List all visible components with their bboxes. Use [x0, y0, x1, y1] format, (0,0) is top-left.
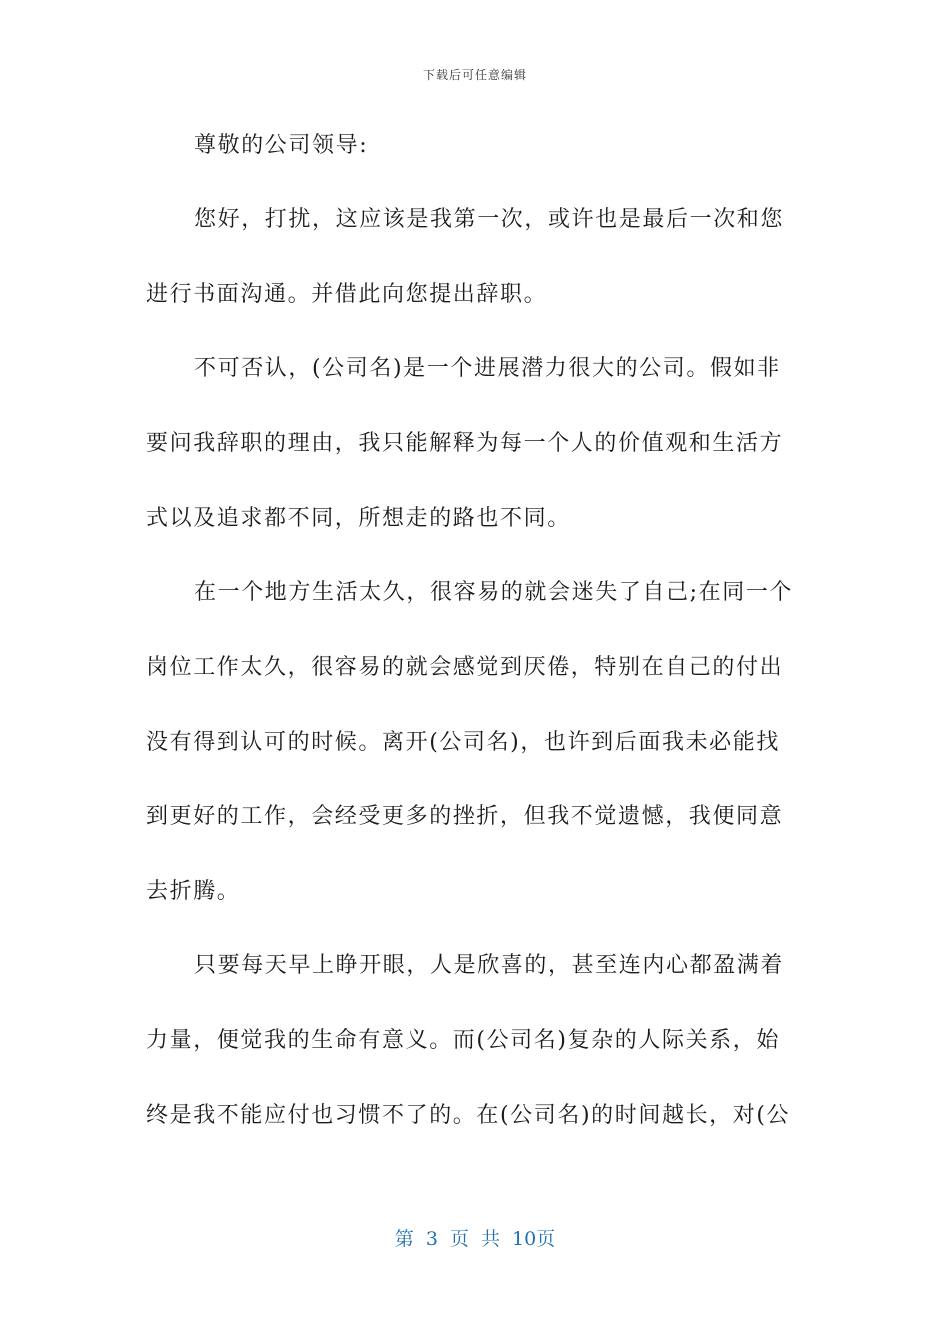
text-line: 力量，便觉我的生命有意义。而(公司名)复杂的人际关系，始	[146, 1028, 780, 1053]
text-line: 不可否认，(公司名)是一个进展潜力很大的公司。假如非	[194, 356, 781, 381]
text-line: 要问我辞职的理由，我只能解释为每一个人的价值观和生活方	[146, 431, 784, 456]
text-line: 岗位工作太久，很容易的就会感觉到厌倦，特别在自己的付出	[146, 655, 784, 680]
header-note: 下载后可任意编辑	[422, 68, 527, 82]
text-line: 式以及追求都不同，所想走的路也不同。	[146, 506, 571, 531]
text-line: 在一个地方生活太久，很容易的就会迷失了自己;在同一个	[194, 580, 794, 605]
text-line: 尊敬的公司领导:	[194, 133, 369, 158]
page-number: 第 3 页 共 10页	[394, 1228, 556, 1250]
text-line: 没有得到认可的时候。离开(公司名)，也许到后面我未必能找	[146, 730, 780, 755]
text-line: 只要每天早上睁开眼，人是欣喜的，甚至连内心都盈满着	[194, 953, 785, 978]
text-line: 到更好的工作，会经受更多的挫折，但我不觉遗憾，我便同意	[146, 804, 784, 829]
text-line: 去折腾。	[146, 879, 241, 904]
text-line: 您好，打扰，这应该是我第一次，或许也是最后一次和您	[194, 207, 785, 232]
text-line: 进行书面沟通。并借此向您提出辞职。	[146, 282, 548, 307]
text-line: 终是我不能应付也习惯不了的。在(公司名)的时间越长，对(公	[146, 1103, 791, 1128]
